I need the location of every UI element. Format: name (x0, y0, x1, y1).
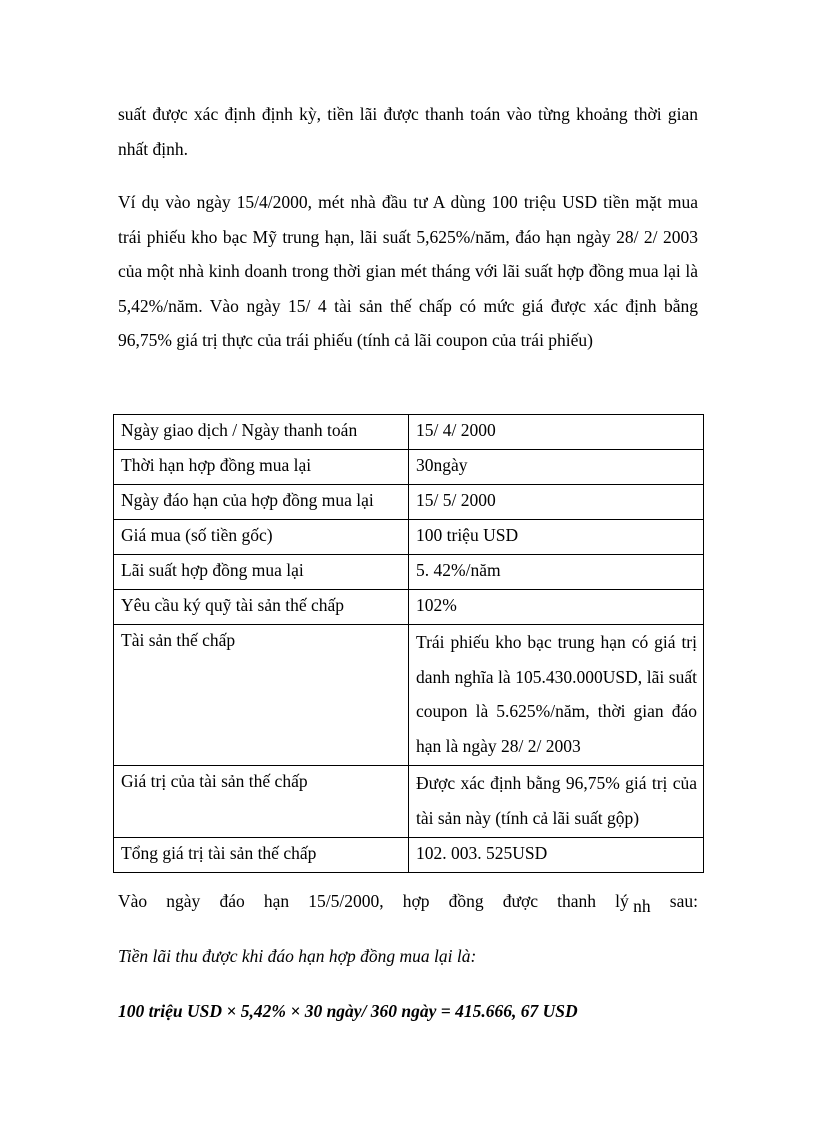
lowered-text: nh (633, 896, 651, 916)
row-label: Ngày đáo hạn của hợp đồng mua lại (114, 485, 409, 520)
table-row (114, 485, 704, 520)
word: Vào (118, 891, 148, 911)
table-row (114, 838, 704, 873)
paragraph-example: Ví dụ vào ngày 15/4/2000, mét nhà đầu tư A dùng 100 triệu USD tiền mặt mua trái phiếu kho bạc Mỹ trung hạn, lãi suất 5,625%/năm, đáo hạn ngày 28/ 2/ 2003 của một nhà kinh doanh trong thời gian mét tháng với lãi suất hợp đồng mua lại là 5,42%/năm. Vào ngày 15/ 4 tài sản thế chấp có mức giá được xác định bằng 96,75% giá trị thực của trái phiếu (tính cả lãi coupon của trái phiếu) (118, 192, 698, 350)
word: hạn (263, 891, 290, 911)
word (615, 884, 651, 918)
row-label: Yêu cầu ký quỹ tài sản thế chấp (114, 590, 409, 625)
word: đáo (219, 891, 245, 911)
word: hợp (402, 891, 430, 911)
word: 15/5/2000, (308, 891, 384, 911)
table-row (114, 450, 704, 485)
row-label: Tổng giá trị tài sản thế chấp (114, 838, 409, 873)
interest-formula: 100 triệu USD × 5,42% × 30 ngày/ 360 ngày = 415.666, 67 USD (118, 1001, 578, 1021)
row-value: 5. 42%/năm (409, 555, 704, 590)
row-label: Giá trị của tài sản thế chấp (114, 766, 409, 838)
table-row (114, 590, 704, 625)
row-label: Tài sản thế chấp (114, 625, 409, 766)
row-value: Được xác định bằng 96,75% giá trị của tài sản này (tính cả lãi suất gộp) (409, 766, 704, 838)
word: đồng (448, 891, 484, 911)
row-label: Thời hạn hợp đồng mua lại (114, 450, 409, 485)
row-value: Trái phiếu kho bạc trung hạn có giá trị danh nghĩa là 105.430.000USD, lãi suất coupon là 5.625%/năm, thời gian đáo hạn là ngày 28/ 2/ 2003 (409, 625, 704, 766)
row-label: Lãi suất hợp đồng mua lại (114, 555, 409, 590)
table-row (114, 625, 704, 766)
row-value: 30ngày (409, 450, 704, 485)
row-label: Ngày giao dịch / Ngày thanh toán (114, 415, 409, 450)
paragraph-maturity (118, 884, 698, 918)
table-row (114, 520, 704, 555)
row-value: 100 triệu USD (409, 520, 704, 555)
row-value: 15/ 5/ 2000 (409, 485, 704, 520)
word-part: lý (615, 891, 629, 911)
row-value: 102. 003. 525USD (409, 838, 704, 873)
word: được (502, 891, 539, 911)
row-value: 15/ 4/ 2000 (409, 415, 704, 450)
word: thanh (557, 891, 597, 911)
row-value: 102% (409, 590, 704, 625)
repo-terms-table (113, 414, 704, 873)
row-label: Giá mua (số tiền gốc) (114, 520, 409, 555)
paragraph-continuation: suất được xác định định kỳ, tiền lãi được thanh toán vào từng khoảng thời gian nhất định. (118, 104, 698, 159)
word: ngày (166, 891, 201, 911)
word: sau: (669, 891, 698, 911)
table-row (114, 555, 704, 590)
table-row (114, 415, 704, 450)
table-row (114, 766, 704, 838)
interest-heading: Tiền lãi thu được khi đáo hạn hợp đồng mua lại là: (118, 946, 477, 966)
